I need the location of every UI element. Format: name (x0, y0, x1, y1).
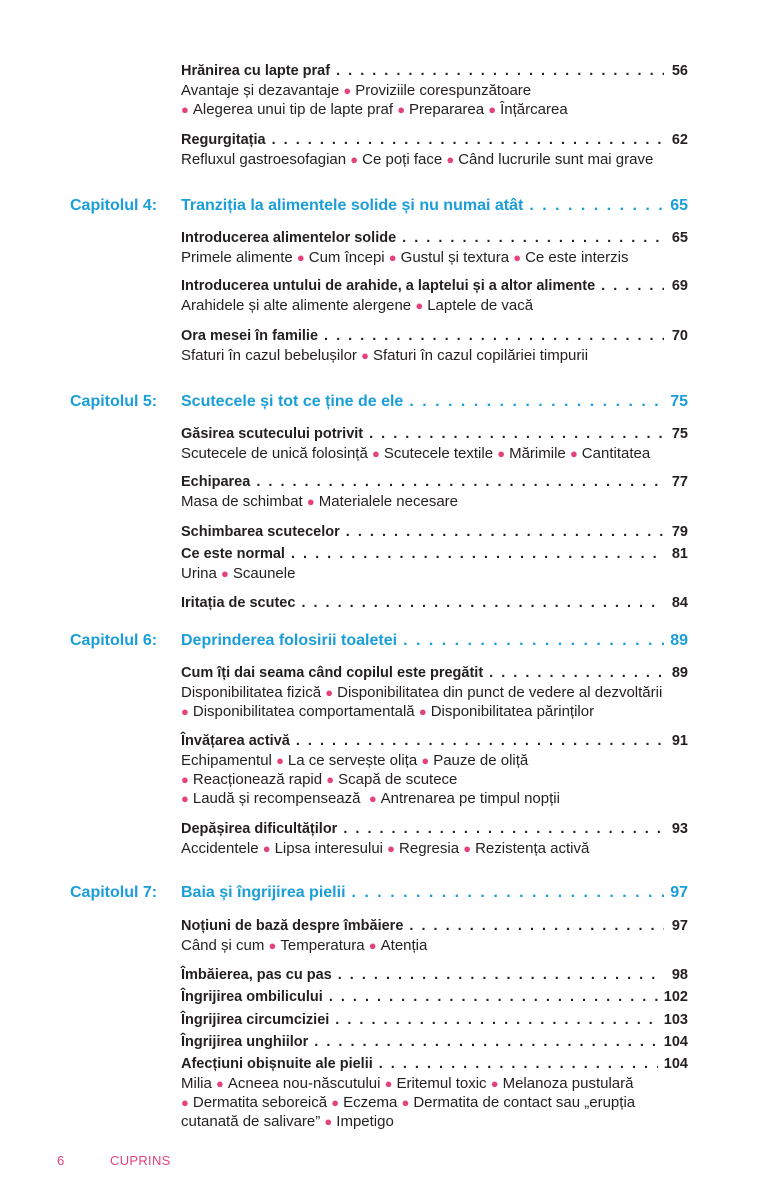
subtopic: Disponibilitatea din punct de vedere al dezvoltării (337, 684, 663, 701)
subtopics-line (181, 564, 688, 583)
subtopic: Temperatura (280, 937, 365, 954)
chapter-page-number: 89 (670, 632, 688, 649)
subtopic: Eczema (343, 1094, 398, 1111)
toc-entry[interactable] (181, 732, 688, 808)
toc-entry-heading (181, 229, 688, 248)
subtopics-line (181, 346, 688, 365)
bullet-dot-icon: ● (216, 1076, 224, 1091)
subtopic: Milia (181, 1075, 212, 1092)
entry-title: Iritația de scutec (181, 595, 296, 611)
subtopic: Dermatita seboreică (192, 1094, 328, 1111)
leader-dots (291, 545, 664, 564)
bullet-dot-icon: ● (368, 791, 377, 806)
subtopic: Ce este interzis (525, 249, 629, 266)
entry-page-number: 98 (671, 967, 688, 983)
chapter-label: Capitolul 5: (70, 393, 158, 410)
toc-entry-heading (181, 327, 688, 346)
leader-dots (256, 473, 664, 492)
bullet-dot-icon: ● (181, 1095, 189, 1110)
subtopic: Refluxul gastroesofagian (181, 151, 347, 168)
leader-dots (343, 820, 664, 839)
leader-dots (369, 425, 664, 444)
subtopic: Pauze de oliță (433, 752, 529, 769)
bullet-dot-icon: ● (331, 1095, 340, 1110)
bullet-dot-icon: ● (361, 348, 369, 363)
bullet-dot-icon: ● (490, 1076, 499, 1091)
toc-entry-heading (181, 594, 688, 613)
entry-page-number: 56 (671, 63, 688, 79)
subtopics-line (181, 150, 688, 169)
subtopics-line (181, 100, 688, 119)
bullet-dot-icon: ● (397, 102, 406, 117)
leader-dots (379, 1055, 658, 1074)
subtopic: Sfaturi în cazul bebelușilor (181, 347, 357, 364)
bullet-dot-icon: ● (569, 446, 578, 461)
page-number: 6 (57, 1153, 65, 1168)
toc-entry[interactable] (181, 523, 688, 542)
leader-dots (402, 229, 664, 248)
entry-page-number: 75 (671, 426, 688, 442)
subtopic: Avantaje și dezavantaje (181, 82, 340, 99)
toc-entry[interactable] (181, 62, 688, 119)
entry-page-number: 81 (671, 546, 688, 562)
bullet-dot-icon: ● (488, 102, 497, 117)
bullet-dot-icon: ● (181, 102, 189, 117)
toc-entry[interactable] (181, 1033, 688, 1052)
chapter-title: Scutecele și tot ce ține de ele (181, 393, 404, 410)
leader-dots (296, 732, 664, 751)
leader-dots (409, 391, 664, 413)
toc-entry[interactable] (181, 277, 688, 315)
entry-title: Echiparea (181, 474, 251, 490)
subtopics-line (181, 248, 688, 267)
toc-entry-heading (181, 664, 688, 683)
bullet-dot-icon: ● (343, 83, 352, 98)
bullet-dot-icon: ● (276, 753, 284, 768)
entry-title: Introducerea alimentelor solide (181, 230, 397, 246)
subtopic: Accidentele (181, 840, 259, 857)
leader-dots (329, 988, 658, 1007)
entry-page-number: 62 (671, 132, 688, 148)
toc-entry-heading (181, 131, 688, 150)
toc-entry-heading (181, 425, 688, 444)
subtopics-line (181, 1074, 688, 1093)
entry-title: Ora mesei în familie (181, 328, 319, 344)
subtopic: Urina (181, 565, 217, 582)
entry-title: Schimbarea scutecelor (181, 524, 340, 540)
subtopics-line (181, 444, 688, 463)
toc-entry[interactable] (181, 917, 688, 955)
leader-dots (489, 664, 664, 683)
entry-title: Afecțiuni obișnuite ale pielii (181, 1056, 373, 1072)
toc-entry[interactable] (181, 473, 688, 511)
bullet-dot-icon: ● (368, 938, 377, 953)
toc-entry[interactable] (181, 1055, 688, 1131)
toc-entry[interactable] (181, 966, 688, 985)
subtopic: Alegerea unui tip de lapte praf (192, 101, 394, 118)
subtopic: Scapă de scutece (338, 771, 458, 788)
toc-entry-heading (181, 1033, 688, 1052)
subtopics-line (181, 751, 688, 770)
subtopic: Eritemul toxic (396, 1075, 487, 1092)
toc-entry[interactable] (181, 327, 688, 365)
entry-title: Hrănirea cu lapte praf (181, 63, 331, 79)
toc-entry[interactable] (181, 594, 688, 613)
bullet-dot-icon: ● (262, 841, 271, 856)
subtopic: Masa de schimbat (181, 493, 303, 510)
leader-dots (336, 62, 664, 81)
bullet-dot-icon: ● (421, 753, 430, 768)
bullet-dot-icon: ● (221, 566, 229, 581)
subtopic: Laptele de vacă (427, 297, 534, 314)
entry-title: Învățarea activă (181, 733, 290, 749)
subtopics-line (181, 492, 688, 511)
chapter-page-number: 97 (670, 884, 688, 901)
chapter-label: Capitolul 6: (70, 632, 158, 649)
subtopics-line (181, 683, 688, 702)
entry-page-number: 65 (671, 230, 688, 246)
entry-title: Îngrijirea circumciziei (181, 1012, 330, 1028)
subtopic: Acneea nou-născutului (227, 1075, 381, 1092)
toc-entry[interactable] (181, 545, 688, 583)
entry-title: Depășirea dificultăților (181, 821, 338, 837)
subtopic: Cum începi (308, 249, 385, 266)
toc-entry[interactable] (181, 425, 688, 463)
subtopics-line (181, 296, 688, 315)
subtopics-line (181, 789, 688, 808)
subtopic: Echipamentul (181, 752, 272, 769)
toc-entry-heading (181, 820, 688, 839)
subtopics-line (181, 1112, 688, 1131)
chapter-title: Baia și îngrijirea pielii (181, 884, 346, 901)
chapter-heading[interactable] (181, 882, 688, 904)
chapter-label: Capitolul 7: (70, 884, 158, 901)
bullet-dot-icon: ● (387, 841, 396, 856)
subtopic: Scutecele textile (383, 445, 494, 462)
toc-entry-heading (181, 62, 688, 81)
toc-entry-heading (181, 988, 688, 1007)
entry-title: Noțiuni de bază despre îmbăiere (181, 918, 404, 934)
bullet-dot-icon: ● (513, 250, 522, 265)
bullet-dot-icon: ● (418, 704, 427, 719)
leader-dots (352, 882, 665, 904)
subtopic: Înțărcarea (500, 101, 568, 118)
toc-entry[interactable] (181, 229, 688, 267)
leader-dots (409, 917, 664, 936)
subtopic: Rezistența activă (475, 840, 590, 857)
entry-title: Regurgitația (181, 132, 266, 148)
entry-page-number: 89 (671, 665, 688, 681)
leader-dots (314, 1033, 658, 1052)
toc-entry[interactable] (181, 820, 688, 858)
bullet-dot-icon: ● (384, 1076, 393, 1091)
leader-dots (403, 630, 664, 652)
toc-entry[interactable] (181, 131, 688, 169)
toc-entry-heading (181, 523, 688, 542)
toc-entry[interactable] (181, 664, 688, 721)
subtopics-line (181, 839, 688, 858)
chapter-label: Capitolul 4: (70, 197, 158, 214)
toc-entry-heading (181, 277, 688, 296)
subtopic: Scaunele (232, 565, 296, 582)
toc-entry[interactable] (181, 988, 688, 1007)
subtopic: Regresia (399, 840, 460, 857)
bullet-dot-icon: ● (371, 446, 380, 461)
subtopic: Scutecele de unică folosință (181, 445, 368, 462)
subtopic: Cantitatea (581, 445, 651, 462)
entry-page-number: 102 (663, 989, 688, 1005)
toc-entry-heading (181, 966, 688, 985)
entry-title: Introducerea untului de arahide, a laptelui și a altor alimente (181, 278, 596, 294)
entry-page-number: 70 (671, 328, 688, 344)
entry-title: Îmbăierea, pas cu pas (181, 967, 332, 983)
subtopic: Prepararea (409, 101, 485, 118)
entry-title: Îngrijirea unghiilor (181, 1034, 309, 1050)
bullet-dot-icon: ● (325, 685, 334, 700)
subtopic: Sfaturi în cazul copilăriei timpurii (372, 347, 589, 364)
chapter-heading[interactable] (181, 630, 688, 652)
chapter-page-number: 65 (670, 197, 688, 214)
toc-entry-heading (181, 732, 688, 751)
entry-page-number: 97 (671, 918, 688, 934)
bullet-dot-icon: ● (350, 152, 359, 167)
subtopic: Laudă și recompensează (192, 790, 361, 807)
subtopic: Atenția (380, 937, 428, 954)
leader-dots (346, 523, 664, 542)
bullet-dot-icon: ● (268, 938, 277, 953)
bullet-dot-icon: ● (306, 494, 315, 509)
subtopics-line (181, 936, 688, 955)
subtopic: Lipsa interesului (274, 840, 383, 857)
subtopic: Când și cum (181, 937, 265, 954)
entry-page-number: 77 (671, 474, 688, 490)
bullet-dot-icon: ● (388, 250, 397, 265)
subtopics-line (181, 702, 688, 721)
chapter-heading[interactable] (181, 195, 688, 217)
chapter-title: Tranziția la alimentele solide și nu numai atât (181, 197, 524, 214)
entry-title: Găsirea scutecului potrivit (181, 426, 364, 442)
bullet-dot-icon: ● (296, 250, 305, 265)
toc-entry-heading (181, 1011, 688, 1030)
entry-page-number: 91 (671, 733, 688, 749)
subtopic: Arahidele și alte alimente alergene (181, 297, 412, 314)
subtopic: Ce poți face (362, 151, 443, 168)
entry-page-number: 104 (663, 1056, 688, 1072)
toc-entry-heading (181, 545, 688, 564)
bullet-dot-icon: ● (181, 791, 189, 806)
leader-dots (529, 195, 664, 217)
subtopics-line (181, 81, 688, 100)
toc-entry-heading (181, 473, 688, 492)
toc-entry[interactable] (181, 1011, 688, 1030)
subtopic: cutanată de salivare” (181, 1113, 321, 1130)
subtopic: Proviziile corespunzătoare (355, 82, 532, 99)
running-footer: CUPRINS (110, 1153, 171, 1168)
subtopic: Melanoza pustulară (502, 1075, 634, 1092)
subtopic: Materialele necesare (318, 493, 459, 510)
subtopic: Gustul și textura (400, 249, 510, 266)
leader-dots (272, 131, 664, 150)
chapter-heading[interactable] (181, 391, 688, 413)
entry-title: Ce este normal (181, 546, 285, 562)
chapter-page-number: 75 (670, 393, 688, 410)
subtopic: Când lucrurile sunt mai grave (458, 151, 654, 168)
subtopic: Primele alimente (181, 249, 293, 266)
chapter-title: Deprinderea folosirii toaletei (181, 632, 398, 649)
bullet-dot-icon: ● (415, 298, 424, 313)
entry-page-number: 93 (671, 821, 688, 837)
entry-title: Cum îți dai seama când copilul este pregătit (181, 665, 484, 681)
entry-page-number: 79 (671, 524, 688, 540)
subtopic: Reacționează rapid (192, 771, 323, 788)
subtopic: Impetigo (336, 1113, 394, 1130)
entry-page-number: 103 (663, 1012, 688, 1028)
subtopic: La ce servește olița (287, 752, 418, 769)
bullet-dot-icon: ● (497, 446, 506, 461)
bullet-dot-icon: ● (446, 152, 455, 167)
subtopic: Disponibilitatea comportamentală (192, 703, 415, 720)
subtopics-line (181, 1093, 688, 1112)
bullet-dot-icon: ● (181, 772, 189, 787)
bullet-dot-icon: ● (401, 1095, 410, 1110)
bullet-dot-icon: ● (181, 704, 189, 719)
entry-page-number: 69 (671, 278, 688, 294)
toc-entry-heading (181, 1055, 688, 1074)
subtopic: Disponibilitatea părinților (430, 703, 595, 720)
leader-dots (335, 1011, 658, 1030)
entry-page-number: 84 (671, 595, 688, 611)
leader-dots (301, 594, 664, 613)
leader-dots (338, 966, 664, 985)
subtopic: Mărimile (509, 445, 566, 462)
subtopic: Antrenarea pe timpul nopții (380, 790, 560, 807)
subtopic: Disponibilitatea fizică (181, 684, 322, 701)
leader-dots (601, 277, 664, 296)
subtopic: Dermatita de contact sau „erupția (413, 1094, 636, 1111)
entry-title: Îngrijirea ombilicului (181, 989, 323, 1005)
bullet-dot-icon: ● (324, 1114, 333, 1129)
bullet-dot-icon: ● (463, 841, 472, 856)
toc-entry-heading (181, 917, 688, 936)
leader-dots (324, 327, 664, 346)
subtopics-line (181, 770, 688, 789)
bullet-dot-icon: ● (326, 772, 335, 787)
entry-page-number: 104 (663, 1034, 688, 1050)
